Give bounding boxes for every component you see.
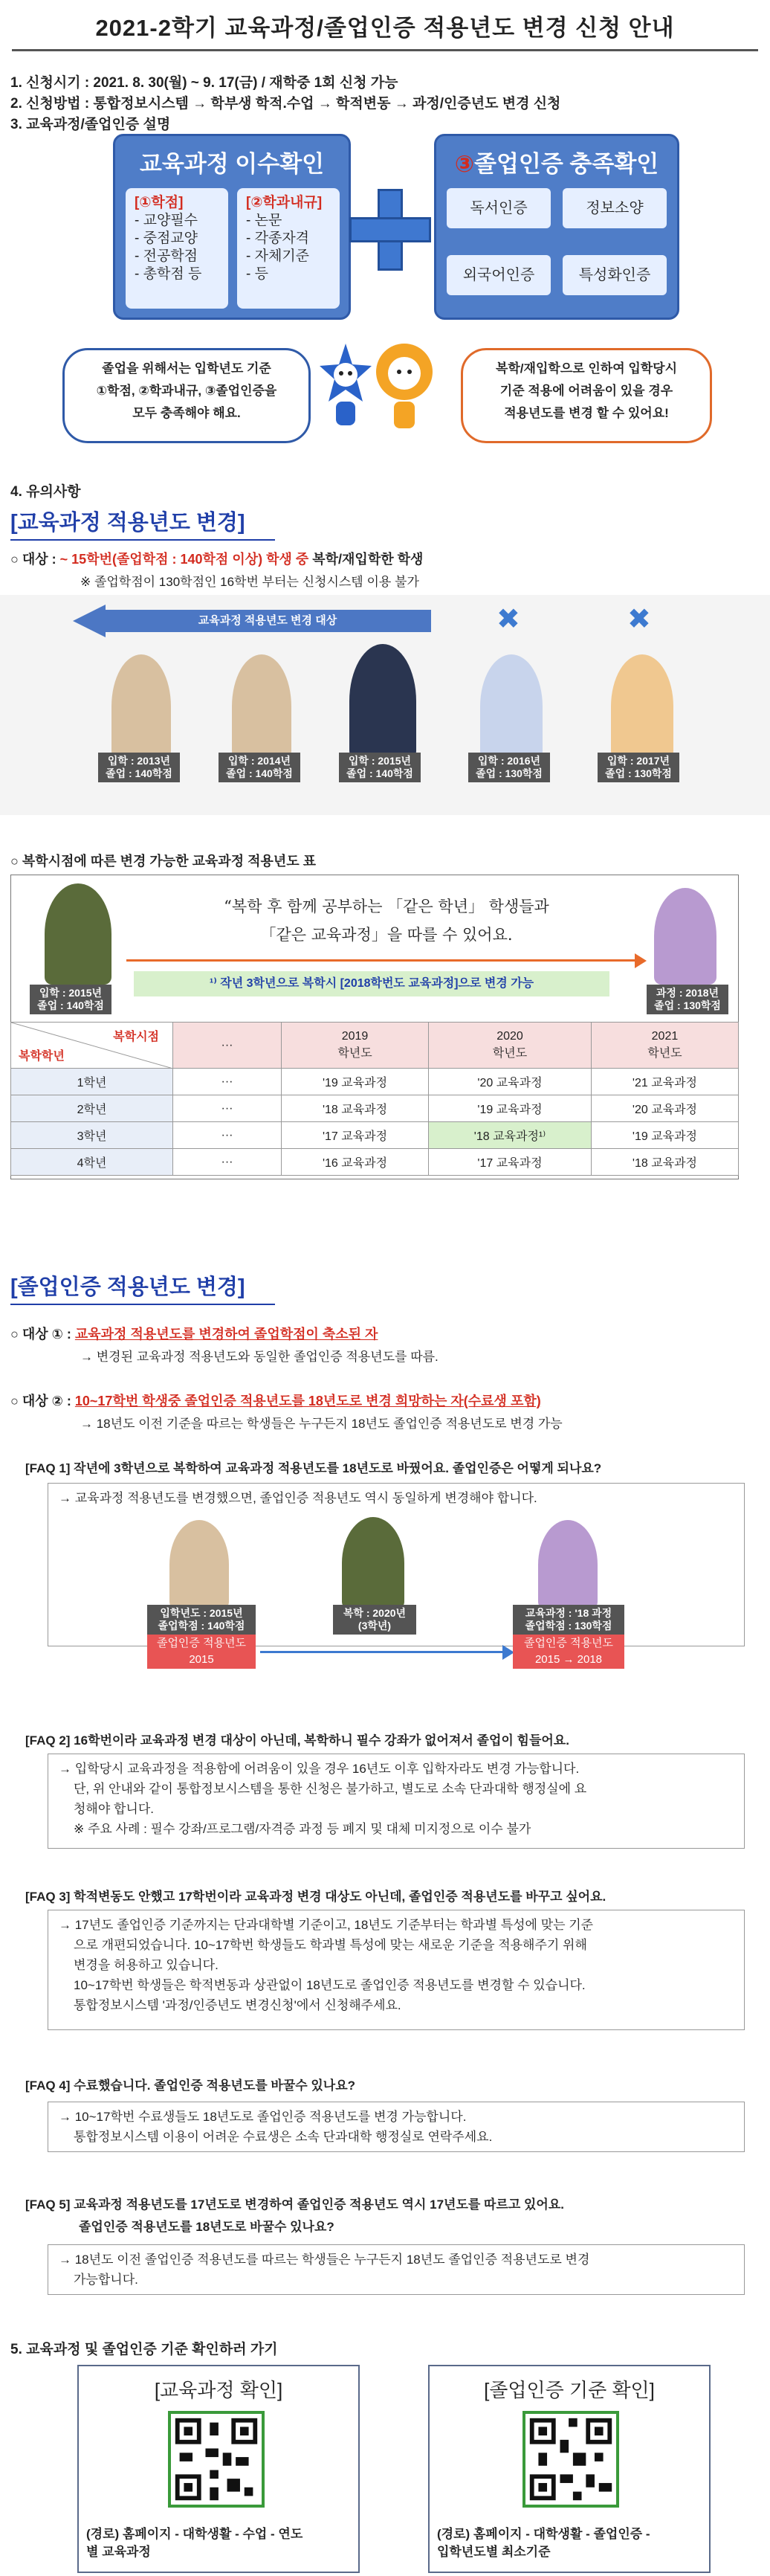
faq2-question: [FAQ 2] 16학번이라 교육과정 변경 대상이 아닌데, 복학하니 필수 강좌가 없어져서 졸업이 힘들어요. [25, 1733, 569, 1748]
table-cell: '20 교육과정 [429, 1069, 592, 1095]
mascot-sun-icon [375, 339, 434, 433]
faq1-question: [FAQ 1] 작년에 3학년으로 복학하여 교육과정 적용년도를 18년도로 바꿨어요. 졸업인증은 어떻게 되나요? [25, 1461, 602, 1475]
year-header [282, 1023, 429, 1069]
section2-heading: [졸업인증 적용년도 변경] [10, 1270, 245, 1301]
section1-note: ※ 졸업학점이 130학점인 16학번 부터는 신청시스템 이용 불가 [80, 575, 419, 589]
dots-cell: ··· [173, 1069, 282, 1095]
faq3-question: [FAQ 3] 학적변동도 안했고 17학번이라 교육과정 변경 대상도 아닌데, 졸업인증 적용년도를 바꾸고 싶어요. [25, 1890, 606, 1904]
cert-title-num: ③ [454, 151, 475, 177]
credit-item: - 전공학점 [135, 248, 198, 264]
target-red: ~ 15학번(졸업학점 : 140학점 이상) 학생 중 [59, 552, 309, 567]
faq2-line: 단, 위 안내와 같이 통합정보시스템을 통한 신청은 불가하고, 별도로 소속 단과대학 행정실에 요 [74, 1782, 587, 1796]
label-line: 입학 : 2015년 [348, 755, 412, 767]
student-figure [232, 654, 291, 759]
quote-line: “복학 후 함께 공부하는 「같은 학년」 학생들과 [224, 898, 549, 915]
faq2-box [48, 1754, 745, 1849]
dots-cell: ··· [173, 1149, 282, 1176]
faq3-line: 통합정보시스템 '과정/인증년도 변경신청'에서 신청해주세요. [74, 1998, 401, 2012]
path-line: 별 교육과정 [86, 2545, 151, 2559]
student-label [647, 985, 728, 1014]
label-line: 졸업 : 140학점 [37, 999, 104, 1011]
year-header [591, 1023, 738, 1069]
table-row [11, 1122, 739, 1149]
table-row [11, 1069, 739, 1095]
cert-link-card[interactable] [428, 2365, 711, 2573]
faq1-cert1 [147, 1635, 256, 1669]
dots-cell: ··· [173, 1122, 282, 1149]
target2-sub: → 18년도 이전 기준을 따르는 학생들은 누구든지 18년도 졸업인증 적용년도로 변경 가능 [80, 1417, 563, 1431]
label-line: 졸업학점 : 140학점 [158, 1620, 245, 1632]
student-figure [349, 644, 416, 759]
faq1-answer: → 교육과정 적용년도를 변경했으면, 졸업인증 적용년도 역시 동일하게 변경해야 합니다. [59, 1491, 537, 1505]
person-label [598, 753, 679, 782]
label-line: 졸업 : 140학점 [346, 767, 413, 779]
faq1-cert3 [513, 1635, 624, 1669]
target1-sub: → 변경된 교육과정 적용년도와 동일한 졸업인증 적용년도를 따름. [80, 1350, 439, 1364]
label-line: 졸업학점 : 130학점 [525, 1620, 612, 1632]
soldier-figure [45, 883, 111, 985]
rules-item: - 등 [246, 266, 268, 282]
student-figure [538, 1520, 598, 1609]
target1-prefix: ○ 대상 ① : [10, 1327, 75, 1342]
student-figure [169, 1520, 229, 1609]
left-arrow-icon [73, 605, 106, 637]
page-title: 2021-2학기 교육과정/졸업인증 적용년도 변경 신청 안내 [95, 15, 675, 41]
year-suffix: 학년도 [337, 1047, 372, 1060]
dots-cell: ··· [173, 1095, 282, 1122]
table-row [11, 1149, 739, 1176]
faq3-line: → 17년도 졸업인증 기준까지는 단과대학별 기준이고, 18년도 기준부터는 학과별 특성에 맞는 기준 [59, 1918, 594, 1932]
transition-arrow [126, 959, 639, 962]
faq3-box [48, 1910, 745, 2030]
cert-title: 졸업인증 충족확인 [474, 151, 659, 177]
target-prefix: ○ 대상 : [10, 552, 60, 567]
credit-item: - 교양필수 [135, 213, 198, 228]
student-figure [611, 654, 673, 759]
table-row [11, 1095, 739, 1122]
rules-card [237, 188, 340, 309]
label-line: 입학 : 2015년 [39, 987, 103, 999]
year: 2021 [651, 1030, 679, 1043]
reading-cert: 독서인증 [447, 188, 551, 228]
faq2-line: → 입학당시 교육과정을 적용함에 어려움이 있을 경우 16년도 이후 입학자라도 변경 가능합니다. [59, 1762, 580, 1776]
table-cell: '18 교육과정 [282, 1095, 429, 1122]
faq4-box [48, 2102, 745, 2152]
curriculum-link-path [86, 2525, 354, 2561]
label-line: 졸업인증 적용년도 [523, 1637, 614, 1649]
cert-link-path [437, 2525, 705, 2561]
cert-title-row [436, 145, 677, 178]
credit-card [126, 188, 228, 309]
rules-head: [②학과내규] [246, 195, 323, 210]
bubble-right [461, 348, 712, 443]
explain-line: 3. 교육과정/졸업인증 설명 [10, 117, 171, 132]
faq4-line: 통합정보시스템 이용이 어려운 수료생은 소속 단과대학 행정실로 연락주세요. [74, 2130, 493, 2144]
year-suffix: 학년도 [492, 1047, 528, 1060]
faq5-line: → 18년도 이전 졸업인증 적용년도를 따르는 학생들은 누구든지 18년도 졸업인증 적용년도로 변경 [59, 2253, 590, 2267]
cert-box [434, 134, 679, 320]
faq2-line: ※ 주요 사례 : 필수 강좌/프로그램/자격증 과정 등 폐지 및 대체 미지정으로 이수 불가 [74, 1822, 531, 1836]
period-line: 1. 신청시기 : 2021. 8. 30(월) ~ 9. 17(금) / 재학중 1회 신청 가능 [10, 75, 398, 91]
plus-icon-center [380, 219, 401, 240]
info-literacy-cert: 정보소양 [563, 188, 667, 228]
credit-item: - 총학점 등 [135, 266, 202, 282]
table-cell: '19 교육과정 [429, 1095, 592, 1122]
foreign-lang-cert: 외국어인증 [447, 255, 551, 295]
label-line: 2015 [189, 1653, 214, 1666]
bubble-left-line: 모두 충족해야 해요. [132, 406, 241, 420]
corner-bottom: 복학학년 [19, 1050, 65, 1063]
curriculum-title: 교육과정 이수확인 [139, 151, 325, 177]
label-line: (3학년) [358, 1620, 392, 1632]
faq5-question: [FAQ 5] 교육과정 적용년도를 17년도로 변경하여 졸업인증 적용년도 역시 17년도를 따르고 있어요. [25, 2197, 564, 2212]
quote [223, 892, 550, 949]
label-line: 입학 : 2017년 [606, 755, 670, 767]
rules-item: - 자체기준 [246, 248, 310, 264]
target2-red: 10~17학번 학생중 졸업인증 적용년도를 18년도로 변경 희망하는 자(수료생 포함) [74, 1394, 541, 1408]
label-line: 2015 → 2018 [534, 1653, 603, 1666]
soldier-label [30, 985, 111, 1014]
links-heading: 5. 교육과정 및 졸업인증 기준 확인하러 가기 [10, 2342, 278, 2357]
rules-item: - 각종자격 [246, 231, 310, 246]
faq5-box [48, 2244, 745, 2295]
faq1-arrow [260, 1651, 505, 1653]
label-line: 졸업 : 130학점 [654, 999, 721, 1011]
path-line: 입학년도별 최소기준 [437, 2545, 551, 2559]
table-cell: '19 교육과정 [591, 1122, 738, 1149]
faq3-line: 변경을 허용하고 있습니다. [74, 1958, 219, 1972]
grade-cell: 4학년 [11, 1149, 173, 1176]
target1 [10, 1324, 378, 1343]
section1-target [10, 549, 423, 568]
qr-code-icon[interactable] [522, 2411, 619, 2508]
label-line: 복학 : 2020년 [343, 1607, 407, 1619]
faq1-label3 [513, 1605, 624, 1635]
label-line: 졸업 : 130학점 [605, 767, 672, 779]
cert-link-title: [졸업인증 기준 확인] [484, 2379, 655, 2401]
student-figure [654, 888, 716, 985]
grade-cell: 2학년 [11, 1095, 173, 1122]
table-cell: '19 교육과정 [282, 1069, 429, 1095]
target2 [10, 1391, 541, 1410]
method-line: 2. 신청방법 : 통합정보시스템 → 학부생 학적.수업 → 학적변동 → 과정/인증년도 변경 신청 [10, 96, 561, 112]
table-cell: '17 교육과정 [282, 1122, 429, 1149]
table-heading: ○ 복학시점에 따른 변경 가능한 교육과정 적용년도 표 [10, 854, 317, 869]
table-cell: '21 교육과정 [591, 1069, 738, 1095]
person-label [339, 753, 421, 782]
table-cell: '16 교육과정 [282, 1149, 429, 1176]
target2-prefix: ○ 대상 ② : [10, 1394, 75, 1408]
credit-item: - 중점교양 [135, 231, 198, 246]
section1-heading: [교육과정 적용년도 변경] [10, 506, 245, 536]
year: 2019 [341, 1030, 369, 1043]
label-line: 입학 : 2016년 [477, 755, 541, 767]
year-header [429, 1023, 592, 1069]
bubble-left [62, 348, 311, 443]
label-line: 졸업 : 140학점 [226, 767, 293, 779]
target1-red: 교육과정 적용년도를 변경하여 졸업학점이 축소된 자 [74, 1327, 378, 1342]
bubble-right-line: 기준 적용에 어려움이 있을 경우 [499, 384, 673, 398]
grade-cell: 3학년 [11, 1122, 173, 1149]
corner-cell [11, 1023, 173, 1069]
faq1-label1 [147, 1605, 256, 1635]
green-band: ¹⁾ 작년 3학년으로 복학시 [2018학번도 교육과정]으로 변경 가능 [134, 971, 609, 996]
faq4-question: [FAQ 4] 수료했습니다. 졸업인증 적용년도를 바꿀수 있나요? [25, 2078, 356, 2093]
x-icon: ✖ [627, 604, 651, 635]
faq2-line: 청해야 합니다. [74, 1802, 154, 1816]
faq4-line: → 10~17학번 수료생들도 18년도로 졸업인증 적용년도를 변경 가능합니다. [59, 2110, 467, 2124]
person-label [98, 753, 180, 782]
faq1-label2 [333, 1605, 416, 1635]
arrow-head-icon [635, 953, 647, 968]
path-line: (경로) 홈페이지 - 대학생활 - 졸업인증 - [437, 2527, 650, 2541]
label-line: 입학 : 2014년 [227, 755, 291, 767]
person-label [219, 753, 300, 782]
soldier-figure [342, 1517, 404, 1609]
student-figure [111, 654, 171, 759]
faq5-question-2: 졸업인증 적용년도를 18년도로 바꿀수 있나요? [79, 2220, 334, 2234]
specialization-cert: 특성화인증 [563, 255, 667, 295]
label-line: 졸업인증 적용년도 [156, 1637, 247, 1649]
bubble-right-line: 복학/재입학으로 인하여 입학당시 [495, 361, 678, 376]
highlight-cell: '18 교육과정¹⁾ [429, 1122, 592, 1149]
bubble-left-line: 졸업을 위해서는 입학년도 기준 [102, 361, 271, 376]
label-line: 입학년도 : 2015년 [160, 1607, 243, 1619]
label-line: 졸업 : 130학점 [476, 767, 543, 779]
student-figure [480, 654, 543, 759]
curriculum-link-card[interactable] [77, 2365, 360, 2573]
table-cell: '18 교육과정 [591, 1149, 738, 1176]
quote-line: 「같은 교육과정」을 따를 수 있어요. [260, 926, 513, 944]
person-label [468, 753, 550, 782]
curriculum-link-title: [교육과정 확인] [154, 2379, 283, 2401]
title-divider [12, 49, 758, 51]
faq3-line: 10~17학번 학생들은 학적변동과 상관없이 18년도로 졸업인증 적용년도를 변경할 수 있습니다. [74, 1978, 586, 1992]
path-line: (경로) 홈페이지 - 대학생활 - 수업 - 연도 [86, 2527, 303, 2541]
year-suffix: 학년도 [647, 1047, 682, 1060]
notes-title: 4. 유의사항 [10, 484, 81, 500]
faq5-line: 가능합니다. [74, 2273, 138, 2287]
dots-header: ··· [173, 1023, 282, 1069]
grade-cell: 1학년 [11, 1069, 173, 1095]
year: 2020 [496, 1030, 523, 1043]
curriculum-box [113, 134, 351, 320]
curriculum-table [10, 1022, 739, 1176]
faq3-line: 으로 개편되었습니다. 10~17학번 학생들도 학과별 특성에 맞는 새로운 기준을 적용해주기 위해 [74, 1938, 587, 1952]
rules-item: - 논문 [246, 213, 282, 228]
corner-top: 복학시점 [113, 1031, 159, 1043]
credit-head: [①학점] [135, 195, 184, 210]
label-line: 졸업 : 140학점 [106, 767, 172, 779]
label-line: 교육과정 : '18 과정 [525, 1607, 612, 1619]
x-icon: ✖ [496, 604, 520, 635]
label-line: 과정 : 2018년 [656, 987, 719, 999]
label-line: 입학 : 2013년 [107, 755, 171, 767]
target-arrow-label: 교육과정 적용년도 변경 대상 [104, 610, 431, 632]
table-cell: '20 교육과정 [591, 1095, 738, 1122]
mascot-star-icon [320, 342, 372, 431]
target-rest: 복학/재입학한 학생 [308, 552, 424, 567]
bubble-left-line: ①학점, ②학과내규, ③졸업인증을 [96, 384, 277, 398]
bubble-right-line: 적용년도를 변경 할 수 있어요! [504, 406, 669, 420]
qr-code-icon[interactable] [168, 2411, 265, 2508]
table-cell: '17 교육과정 [429, 1149, 592, 1176]
